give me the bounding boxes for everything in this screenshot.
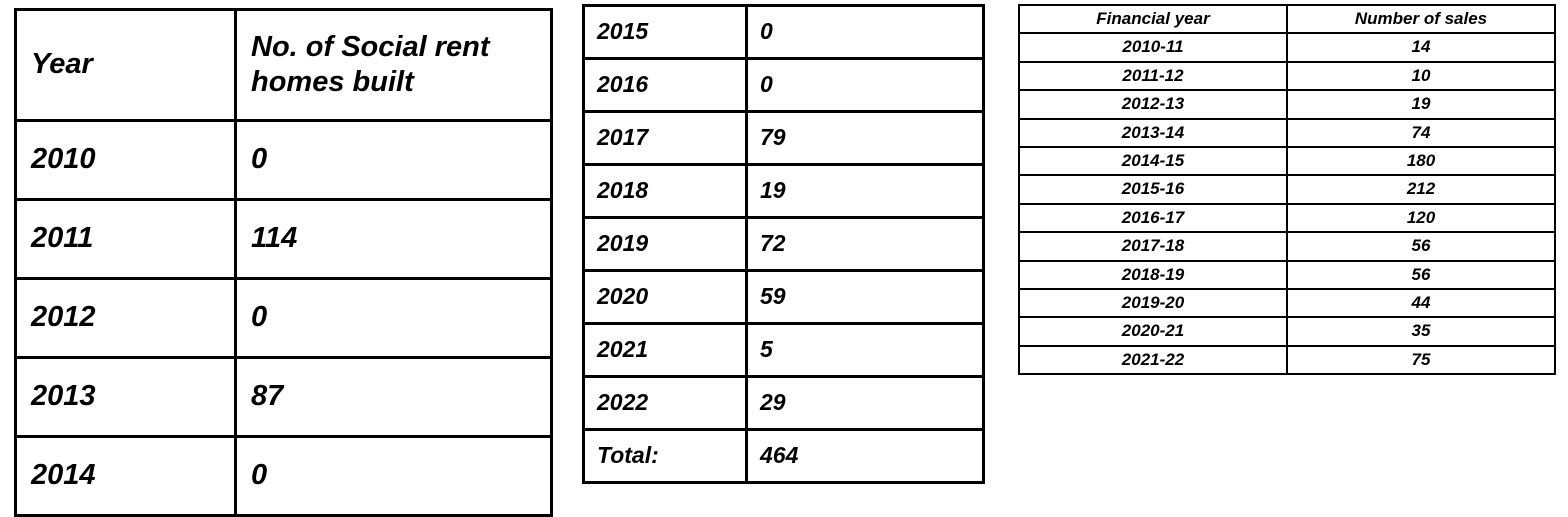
table-row [1019, 289, 1555, 317]
table-row [584, 59, 984, 112]
cell-homes-built: 0 [236, 279, 552, 358]
cell-year: 2019 [584, 218, 747, 271]
table-row [16, 279, 552, 358]
cell-homes-built: 87 [236, 358, 552, 437]
cell-number-of-sales: 180 [1287, 147, 1555, 175]
table-row [1019, 317, 1555, 345]
cell-year: 2015 [584, 6, 747, 59]
table-row [1019, 175, 1555, 203]
table-row [1019, 261, 1555, 289]
cell-year: 2020 [584, 271, 747, 324]
table-row [1019, 62, 1555, 90]
cell-homes-built: 0 [747, 59, 984, 112]
table-row [584, 6, 984, 59]
cell-number-of-sales: 44 [1287, 289, 1555, 317]
number-of-sales-table [1018, 4, 1556, 375]
column-header-number-of-sales: Number of sales [1287, 5, 1555, 33]
table-row [1019, 204, 1555, 232]
cell-number-of-sales: 35 [1287, 317, 1555, 345]
cell-homes-built: 29 [747, 377, 984, 430]
cell-financial-year: 2019-20 [1019, 289, 1287, 317]
cell-number-of-sales: 14 [1287, 33, 1555, 61]
cell-number-of-sales: 120 [1287, 204, 1555, 232]
cell-financial-year: 2016-17 [1019, 204, 1287, 232]
social-rent-homes-table-part-2 [582, 4, 985, 484]
column-header-homes-built: No. of Social rent homes built [236, 10, 552, 121]
table-row [1019, 119, 1555, 147]
table-row [584, 218, 984, 271]
table-row [584, 165, 984, 218]
cell-homes-built: 0 [236, 121, 552, 200]
table-row [1019, 232, 1555, 260]
cell-year: 2013 [16, 358, 236, 437]
cell-homes-built: 59 [747, 271, 984, 324]
cell-homes-built: 0 [747, 6, 984, 59]
cell-homes-built: 19 [747, 165, 984, 218]
cell-homes-built: 114 [236, 200, 552, 279]
cell-number-of-sales: 56 [1287, 232, 1555, 260]
table-row [584, 324, 984, 377]
cell-financial-year: 2013-14 [1019, 119, 1287, 147]
cell-number-of-sales: 10 [1287, 62, 1555, 90]
column-header-year: Year [16, 10, 236, 121]
table-row [1019, 90, 1555, 118]
table-total-row [584, 430, 984, 483]
cell-year: 2011 [16, 200, 236, 279]
cell-financial-year: 2012-13 [1019, 90, 1287, 118]
table-row [1019, 33, 1555, 61]
table-row [584, 112, 984, 165]
table-row [16, 200, 552, 279]
cell-year: 2016 [584, 59, 747, 112]
cell-homes-built: 72 [747, 218, 984, 271]
cell-financial-year: 2010-11 [1019, 33, 1287, 61]
cell-homes-built: 5 [747, 324, 984, 377]
cell-number-of-sales: 75 [1287, 346, 1555, 374]
table-row [584, 377, 984, 430]
cell-number-of-sales: 74 [1287, 119, 1555, 147]
table-header-row [16, 10, 552, 121]
cell-year: 2022 [584, 377, 747, 430]
table-row [16, 358, 552, 437]
column-header-financial-year: Financial year [1019, 5, 1287, 33]
cell-year: 2017 [584, 112, 747, 165]
cell-total-label: Total: [584, 430, 747, 483]
cell-financial-year: 2021-22 [1019, 346, 1287, 374]
cell-financial-year: 2015-16 [1019, 175, 1287, 203]
table-row [16, 121, 552, 200]
cell-number-of-sales: 56 [1287, 261, 1555, 289]
cell-year: 2010 [16, 121, 236, 200]
cell-homes-built: 0 [236, 437, 552, 516]
table-row [1019, 346, 1555, 374]
cell-homes-built: 79 [747, 112, 984, 165]
cell-number-of-sales: 212 [1287, 175, 1555, 203]
cell-financial-year: 2014-15 [1019, 147, 1287, 175]
table-row [1019, 147, 1555, 175]
cell-financial-year: 2018-19 [1019, 261, 1287, 289]
cell-year: 2021 [584, 324, 747, 377]
cell-year: 2018 [584, 165, 747, 218]
cell-year: 2012 [16, 279, 236, 358]
social-rent-homes-table-part-1 [14, 8, 553, 517]
cell-number-of-sales: 19 [1287, 90, 1555, 118]
cell-financial-year: 2020-21 [1019, 317, 1287, 345]
cell-financial-year: 2017-18 [1019, 232, 1287, 260]
cell-year: 2014 [16, 437, 236, 516]
cell-total-value: 464 [747, 430, 984, 483]
table-header-row [1019, 5, 1555, 33]
table-row [16, 437, 552, 516]
cell-financial-year: 2011-12 [1019, 62, 1287, 90]
table-row [584, 271, 984, 324]
